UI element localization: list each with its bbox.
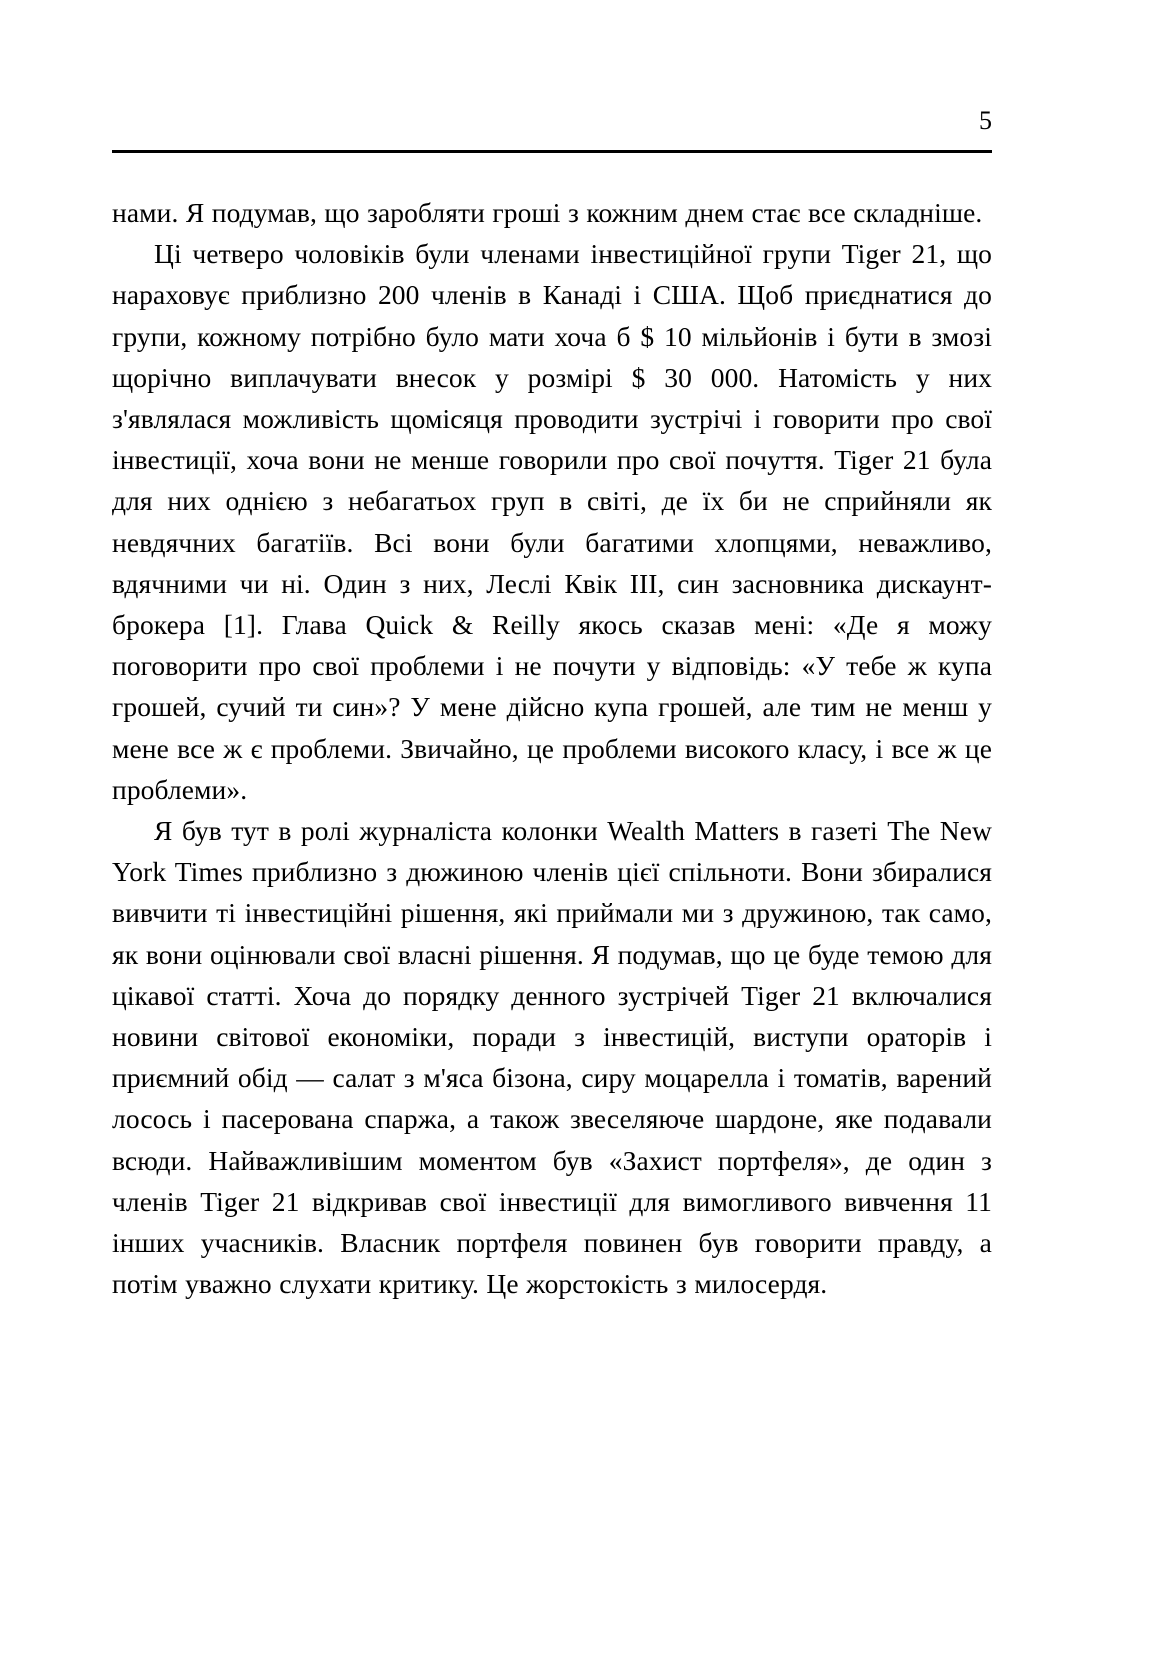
paragraph-continuation: нами. Я подумав, що заробляти гроші з кожним днем стає все складніше. <box>112 197 983 228</box>
running-head <box>112 108 992 156</box>
header-divider <box>112 150 992 153</box>
page-number: 5 <box>979 106 992 135</box>
body-text-column <box>112 192 992 1304</box>
paragraph-tiger21: Ці четверо чоловіків були членами інвестиційної групи Tiger 21, що нараховує приблизно 200 членів в Канаді і США. Щоб приєднатися до групи, кожному потрібно було мати хоча б $ 10 мільйонів і бути в змозі щорічно виплачувати внесок у розмірі $ 30 000. Натомість у них з'являлася можливість щомісяця проводити зустрічі і говорити про свої інвестиції, хоча вони не менше говорили про свої почуття. Tiger 21 була для них однією з небагатьох груп в світі, де їх би не сприйняли як невдячних багатіїв. Всі вони були багатими хлопцями, неважливо, вдячними чи ні. Один з них, Леслі Квік III, син засновника дискаунт-брокера [1]. Глава Quick & Reilly якось сказав мені: «Де я можу поговорити про свої проблеми і не почути у відповідь: «У тебе ж купа грошей, сучий ти син»? У мене дійсно купа грошей, але тим не менш у мене все ж є проблеми. Звичайно, це проблеми високого класу, і все ж це проблеми». <box>112 238 992 805</box>
paragraph-wealth-matters: Я був тут в ролі журналіста колонки Wealth Matters в газеті The New York Times приблизно з дюжиною членів цієї спільноти. Вони збиралися вивчити ті інвестиційні рішення, які приймали ми з дружиною, так само, як вони оцінювали свої власні рішення. Я подумав, що це буде темою для цікавої статті. Хоча до порядку денного зустрічей Tiger 21 включалися новини світової економіки, поради з інвестицій, виступи ораторів і приємний обід — салат з м'яса бізона, сиру моцарелла і томатів, варений лосось і пасерована спаржа, а також звеселяюче шардоне, яке подавали всюди. Найважливішим моментом був «Захист портфеля», де один з членів Tiger 21 відкривав свої інвестиції для вимогливого вивчення 11 інших учасників. Власник портфеля повинен був говорити правду, а потім уважно слухати критику. Це жорстокість з милосердя. <box>112 815 992 1300</box>
